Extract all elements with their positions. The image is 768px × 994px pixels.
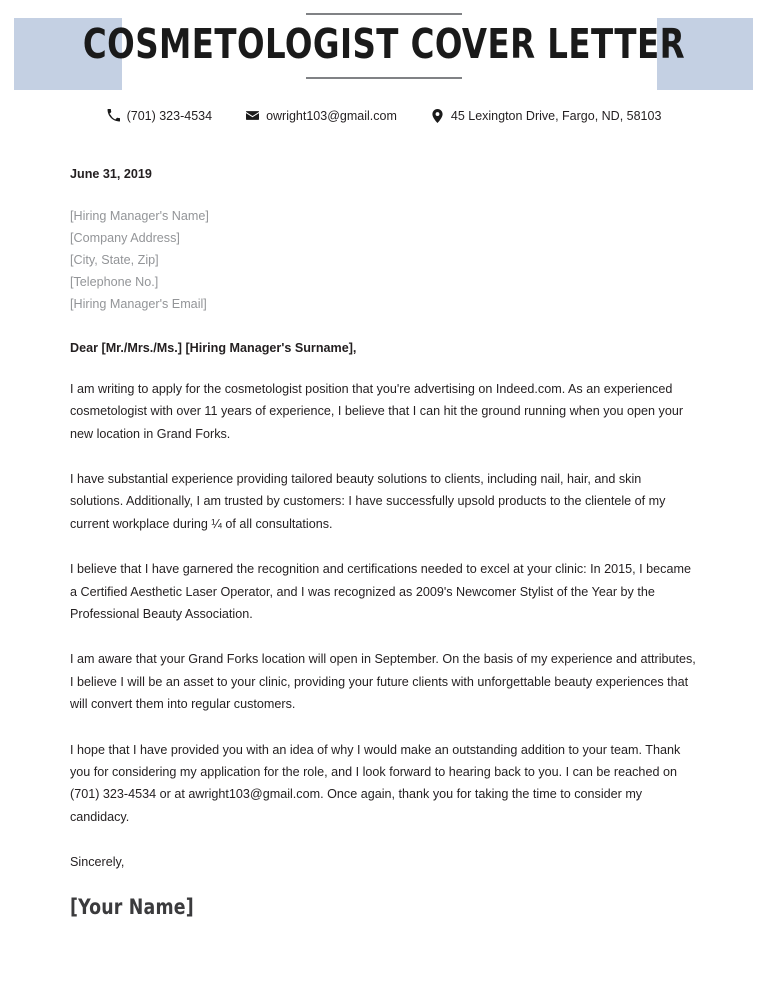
title-block xyxy=(0,0,768,79)
phone-icon xyxy=(107,108,120,123)
contact-address[interactable] xyxy=(431,108,662,123)
contact-phone[interactable] xyxy=(107,108,212,123)
envelope-icon xyxy=(246,108,259,123)
body-paragraph: I am writing to apply for the cosmetologist position that you're advertising on Indeed.com. As an experienced cosmetologist with over 11 years of experience, I believe that I can hit the ground running when you open your new location in Grand Forks. xyxy=(70,381,684,441)
body-paragraph: I have substantial experience providing tailored beauty solutions to clients, including nail, hair, and skin solutions. Additionally, I am trusted by customers: I have successfully upsold products to the clientele of my current workplace during ¼ of all consultations. xyxy=(70,472,666,531)
recipient-line: [City, State, Zip] xyxy=(70,253,159,267)
letter-date: June 31, 2019 xyxy=(70,167,152,181)
body-paragraph: I believe that I have garnered the recognition and certifications needed to excel at your clinic: In 2015, I became a Certified Aesthetic Laser Operator, and I was recognized as 2009's Newcomer Stylist of the Year by the Professional Beauty Association. xyxy=(70,562,691,622)
recipient-line: [Hiring Manager's Email] xyxy=(70,296,207,311)
body-paragraph: I am aware that your Grand Forks location will open in September. On the basis of my experience and attributes, I believe I will be an asset to your clinic, providing your future clients with unforgettable beauty experiences that will convert them into regular customers. xyxy=(70,652,696,712)
recipient-line: [Hiring Manager's Name] xyxy=(70,209,209,224)
recipient-line: [Company Address] xyxy=(70,231,180,246)
contact-address-value: 45 Lexington Drive, Fargo, ND, 58103 xyxy=(450,108,662,123)
signature-name: [Your Name] xyxy=(70,894,194,919)
contact-email-value: owright103@gmail.com xyxy=(266,108,397,123)
recipient-block xyxy=(70,206,696,315)
letter-body xyxy=(0,163,768,922)
contact-email[interactable] xyxy=(246,108,397,123)
recipient-line: [Telephone No.] xyxy=(70,274,159,289)
page-title: COSMETOLOGIST COVER LETTER xyxy=(82,20,686,68)
title-rule-bottom xyxy=(306,77,462,79)
closing-line: Sincerely, xyxy=(70,855,125,870)
contact-phone-value: (701) 323-4534 xyxy=(126,108,213,123)
map-pin-icon xyxy=(431,108,444,123)
salutation: Dear [Mr./Mrs./Ms.] [Hiring Manager's Surname], xyxy=(70,341,357,356)
letter-header xyxy=(0,0,768,96)
body-paragraph: I hope that I have provided you with an idea of why I would make an outstanding addition to your team. Thank you for considering my application for the role, and I look forward to hearing back to you. I can be reached on (701) 323-4534 or at awright103@gmail.com. Once again, thank you for taking the time to consider my candidacy. xyxy=(70,742,681,824)
contact-bar xyxy=(0,108,768,123)
